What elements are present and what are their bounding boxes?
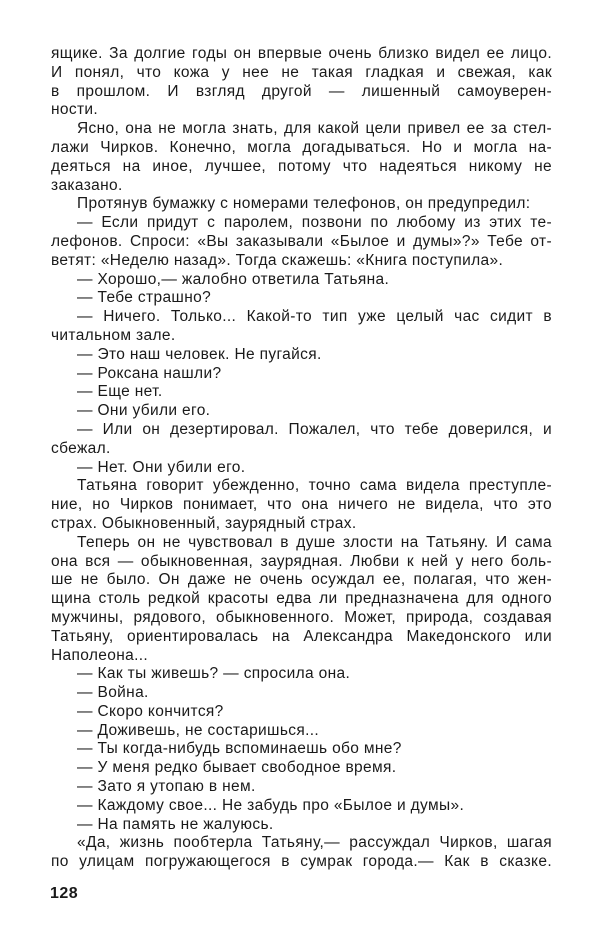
- text-line: — Роксана нашли?: [77, 364, 222, 382]
- text-line: — Как ты живешь? — спросила она.: [77, 665, 351, 683]
- text-line: — Еще нет.: [77, 383, 163, 401]
- text-line: И понял, что кожа у нее не такая гладкая и свежая, как: [51, 63, 552, 81]
- page-number: 128: [50, 885, 79, 902]
- text-line: лажи Чирков. Конечно, могла догадываться. Но и могла на-: [51, 138, 552, 156]
- text-line: «Да, жизнь пообтерла Татьяну,— рассуждал Чирков, шагая: [77, 834, 552, 852]
- text-line: ности.: [51, 101, 99, 119]
- text-line: по улицам погружающегося в сумрак города.— Как в сказке.: [51, 853, 552, 871]
- text-line: Татьяна говорит убежденно, точно сама видела преступле-: [77, 477, 552, 495]
- text-line: читальном зале.: [51, 326, 176, 344]
- text-line: Татьяну, ориентировалась на Александра Македонского или: [51, 627, 552, 645]
- text-line: — Каждому свое... Не забудь про «Былое и думы».: [77, 796, 465, 814]
- text-line: ние, но Чирков понимает, что она ничего не видела, что это: [51, 496, 552, 514]
- text-line: сбежал.: [51, 439, 111, 457]
- text-line: — Нет. Они убили его.: [77, 458, 246, 476]
- text-line: — Война.: [77, 684, 149, 702]
- text-line: — Если придут с паролем, позвони по любому из этих те-: [77, 214, 552, 232]
- text-line: страх. Обыкновенный, заурядный страх.: [51, 514, 357, 532]
- text-line: щина столь редкой красоты едва ли предназначена для одного: [51, 590, 552, 608]
- text-line: мужчины, рядового, обыкновенного. Может, природа, создавая: [51, 608, 552, 626]
- text-line: — Ты когда-нибудь вспоминаешь обо мне?: [77, 740, 402, 758]
- text-line: Ясно, она не могла знать, для какой цели привел ее за стел-: [77, 120, 552, 138]
- text-line: Протянув бумажку с номерами телефонов, он предупредил:: [77, 195, 531, 213]
- text-line: — Они убили его.: [77, 402, 211, 420]
- text-line: Теперь он не чувствовал в душе злости на Татьяну. И сама: [77, 533, 552, 551]
- text-line: ше не было. Он даже не очень осуждал ее, полагая, что жен-: [51, 571, 552, 589]
- text-line: ящике. За долгие годы он впервые очень близко видел ее лицо.: [51, 45, 552, 62]
- text-line: — Скоро кончится?: [77, 702, 224, 720]
- text-line: — На память не жалуюсь.: [77, 815, 274, 833]
- text-line: лефонов. Спроси: «Вы заказывали «Былое и думы»?» Тебе от-: [51, 232, 552, 250]
- text-line: — Тебе страшно?: [77, 289, 212, 307]
- text-line: — У меня редко бывает свободное время.: [77, 759, 397, 777]
- text-line: — Доживешь, не состаришься...: [77, 721, 320, 739]
- text-line: в прошлом. И взгляд другой — лишенный самоуверен-: [51, 82, 552, 100]
- text-line: заказано.: [51, 176, 123, 194]
- text-line: — Или он дезертировал. Пожалел, что тебе доверился, и: [77, 420, 552, 438]
- text-line: — Это наш человек. Не пугайся.: [77, 345, 322, 363]
- text-line: — Хорошо,— жалобно ответила Татьяна.: [77, 270, 390, 288]
- text-line: она вся — обыкновенная, заурядная. Любви к ней у него боль-: [51, 552, 552, 570]
- text-line: деяться на иное, лучшее, потому что надеяться никому не: [51, 157, 552, 175]
- text-line: — Зато я утопаю в нем.: [77, 778, 256, 796]
- text-line: — Ничего. Только... Какой-то тип уже целый час сидит в: [77, 308, 552, 326]
- text-line: Наполеона...: [51, 646, 149, 664]
- page-body-text: [51, 45, 552, 872]
- text-line: ветят: «Неделю назад». Тогда скажешь: «Книга поступила».: [51, 251, 504, 269]
